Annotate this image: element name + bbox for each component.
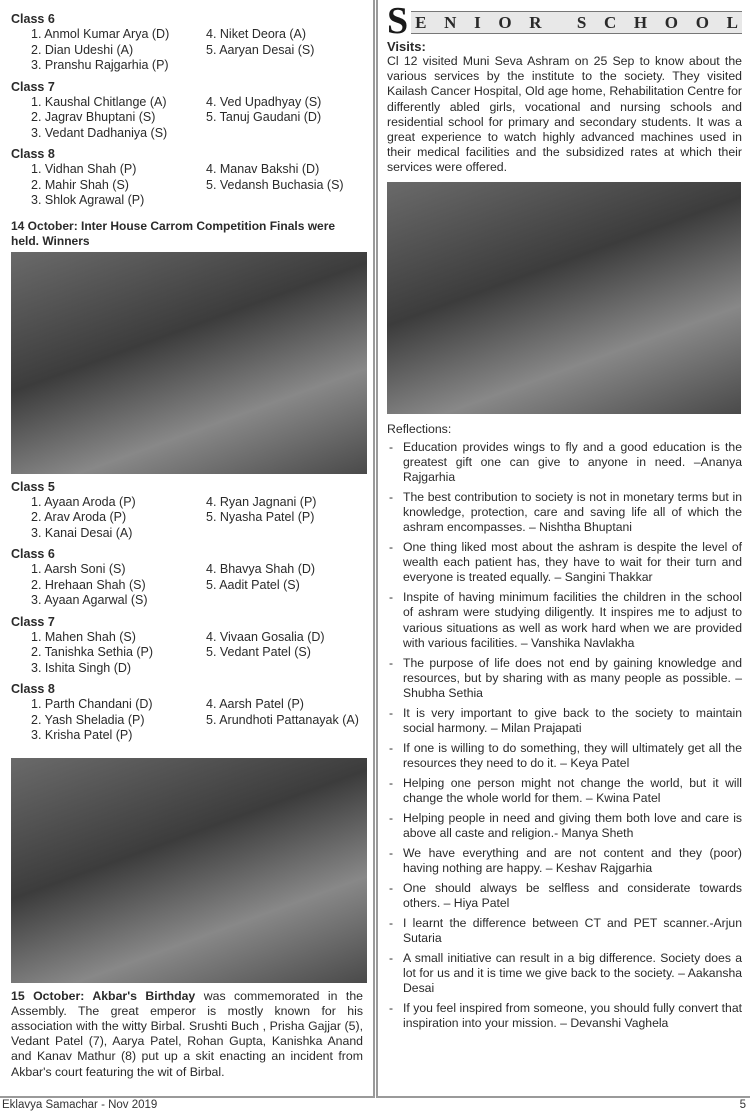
class-title: Class 8 xyxy=(11,147,55,161)
winner-entry: 4. Niket Deora (A) xyxy=(206,27,307,41)
reflection-item: - Inspite of having minimum facilities the children in the school of ashram were studying diligently. It inspires me to adjust to various situations as well as work hard when we are provided with various facilities. – Vanshika Navlakha xyxy=(387,590,742,651)
reflections-list xyxy=(387,440,742,1032)
banner-letter: R xyxy=(529,13,542,32)
reflection-item: - One thing liked most about the ashram is despite the level of wealth each patient has, they have to wait for their turn and everyone is treated equally. – Sangini Thakkar xyxy=(387,540,742,586)
winner-entry: 1. Parth Chandani (D) xyxy=(31,697,153,711)
class-title: Class 8 xyxy=(11,682,55,696)
ashram-visit-photo xyxy=(387,182,741,414)
reflection-item: - If one is willing to do something, they will ultimately get all the resources they need to do it. – Keya Patel xyxy=(387,741,742,771)
akbar-skit-photo xyxy=(11,758,367,983)
reflection-item: - Helping one person might not change the world, but it will change the whole world for them. – Kwina Patel xyxy=(387,776,742,806)
winner-entry: 3. Ayaan Agarwal (S) xyxy=(31,593,148,607)
winner-entry: 2. Tanishka Sethia (P) xyxy=(31,645,154,659)
class-winners-group-2 xyxy=(11,480,363,744)
winners-roster xyxy=(11,95,363,142)
winner-entry xyxy=(206,728,376,744)
winners-roster xyxy=(11,495,363,542)
akbar-paragraph xyxy=(11,989,363,1080)
winner-entry: 5. Vedant Patel (S) xyxy=(206,645,311,659)
banner-letter: L xyxy=(726,13,738,32)
banner-letter: I xyxy=(474,13,481,32)
winner-entry xyxy=(206,661,376,677)
winner-entry xyxy=(206,526,376,542)
winner-entry: 2. Arav Aroda (P) xyxy=(31,510,127,524)
footer-page-number: 5 xyxy=(739,1099,746,1111)
reflection-item: - It is very important to give back to the society to maintain social harmony. – Milan Prajapati xyxy=(387,706,742,736)
class-winners-group-1 xyxy=(11,12,363,209)
class-title: Class 5 xyxy=(11,479,55,494)
reflection-item: - The purpose of life does not end by gaining knowledge and resources, but by sharing with as many people as possible. – Shubha Sethia xyxy=(387,656,742,702)
winner-entry: 3. Shlok Agrawal (P) xyxy=(31,193,145,207)
banner-letters xyxy=(411,11,742,34)
winner-entry: 3. Ishita Singh (D) xyxy=(31,660,132,675)
winners-roster xyxy=(11,697,363,744)
class-title: Class 7 xyxy=(11,614,55,629)
winner-entry: 5. Tanuj Gaudani (D) xyxy=(206,110,322,124)
winner-entry: 5. Nyasha Patel (P) xyxy=(206,510,315,524)
winner-entry: 1. Anmol Kumar Arya (D) xyxy=(31,27,170,41)
banner-initial: S xyxy=(387,0,409,42)
akbar-text: was commemorated in the Assembly. The great emperor is mostly known for his association with the witty Birbal. Srushti Buch , Prisha Gajjar (5), Vedant Patel (7), Aarya Patel, Rohan Gupta, Kanishka Anand and Kanav Mathur (8) put up a skit enacting an incident from Akbar's court featuring the wit of Birbal. xyxy=(11,988,363,1079)
winner-entry: 2. Jagrav Bhuptani (S) xyxy=(31,110,156,124)
winner-entry xyxy=(206,126,376,142)
winner-entry xyxy=(206,193,376,209)
reflection-item: - Education provides wings to fly and a good education is the greatest gift one can give to anyone in need. –Ananya Rajgarhia xyxy=(387,440,742,486)
winner-entry: 5. Vedansh Buchasia (S) xyxy=(206,177,344,192)
reflection-item: - Helping people in need and giving them both love and care is above all caste and religion.- Manya Sheth xyxy=(387,811,742,841)
winner-entry: 2. Dian Udeshi (A) xyxy=(31,42,134,57)
winner-entry: 1. Mahen Shah (S) xyxy=(31,629,136,644)
winner-entry: 3. Kanai Desai (A) xyxy=(31,525,133,540)
class-title: Class 6 xyxy=(11,547,55,561)
right-column xyxy=(376,0,750,1098)
winners-roster xyxy=(11,630,363,677)
banner-letter: N xyxy=(444,13,457,32)
reflections-heading: Reflections: xyxy=(387,421,452,436)
winner-entry: 2. Yash Sheladia (P) xyxy=(31,712,145,727)
banner-letter: E xyxy=(415,13,427,32)
winner-entry: 4. Vivaan Gosalia (D) xyxy=(206,629,325,644)
banner-letter: H xyxy=(633,13,648,32)
reflection-item: - The best contribution to society is not in monetary terms but in knowledge, protection, care and saving life all of which the ashram encompasses. – Nishtha Bhuptani xyxy=(387,490,742,536)
winner-entry xyxy=(206,58,376,74)
winner-entry: 4. Manav Bakshi (D) xyxy=(206,162,320,176)
winners-roster xyxy=(11,562,363,609)
reflection-item: - If you feel inspired from someone, you should fully convert that inspiration into your mission. – Devanshi Vaghela xyxy=(387,1001,742,1031)
winners-roster xyxy=(11,27,363,74)
visits-paragraph: Cl 12 visited Muni Seva Ashram on 25 Sep to know about the various services by the institute to the society. They visited Kailash Cancer Hospital, Old age home, Rehabilitation Centre for differently abled girls, vocational and nursing schools and residential school for primary and secondary students. It was a great experience to watch highly advanced machines used in their medical facilities and the subsidized rates at which their services were offered. xyxy=(387,54,742,175)
winner-entry: 4. Ryan Jagnani (P) xyxy=(206,494,317,509)
footer-publication: Eklavya Samachar - Nov 2019 xyxy=(2,1099,158,1111)
winner-entry: 4. Aarsh Patel (P) xyxy=(206,697,304,711)
class-title: Class 6 xyxy=(11,12,55,26)
banner-letter: O xyxy=(498,13,512,32)
akbar-heading: 15 October: Akbar's Birthday xyxy=(11,988,196,1003)
winner-entry: 1. Aarsh Soni (S) xyxy=(31,562,126,576)
visits-heading: Visits: xyxy=(387,39,426,54)
class-title: Class 7 xyxy=(11,79,55,94)
winner-entry: 3. Pranshu Rajgarhia (P) xyxy=(31,58,169,72)
winner-entry: 2. Hrehaan Shah (S) xyxy=(31,577,146,592)
senior-school-banner xyxy=(387,0,742,42)
winner-entry: 3. Vedant Dadhaniya (S) xyxy=(31,125,168,140)
winner-entry: 1. Vidhan Shah (P) xyxy=(31,162,137,176)
winner-entry: 2. Mahir Shah (S) xyxy=(31,177,129,192)
winner-entry: 3. Krisha Patel (P) xyxy=(31,728,133,742)
winner-entry: 5. Arundhoti Pattanayak (A) xyxy=(206,712,359,727)
winner-entry: 4. Ved Upadhyay (S) xyxy=(206,94,322,109)
carrom-photo xyxy=(11,252,367,474)
winner-entry: 5. Aadit Patel (S) xyxy=(206,577,300,592)
reflection-item: - One should always be selfless and considerate towards others. – Hiya Patel xyxy=(387,881,742,911)
winners-roster xyxy=(11,162,363,209)
winner-entry: 1. Ayaan Aroda (P) xyxy=(31,494,136,509)
banner-letter: C xyxy=(603,13,617,32)
winner-entry: 1. Kaushal Chitlange (A) xyxy=(31,94,167,109)
carrom-event-heading: 14 October: Inter House Carrom Competition Finals were held. Winners xyxy=(11,218,336,248)
left-column xyxy=(0,0,375,1098)
winner-entry: 5. Aaryan Desai (S) xyxy=(206,42,315,57)
reflection-item: - We have everything and are not content and they (poor) having nothing are happy. – Keshav Rajgarhia xyxy=(387,846,742,876)
winner-entry xyxy=(206,593,376,609)
banner-letter: S xyxy=(576,13,587,32)
banner-letter: O xyxy=(695,13,709,32)
banner-letter: O xyxy=(664,13,679,32)
reflection-item: - A small initiative can result in a big difference. Society does a lot for us and it is time we give back to the society. – Aakansha Desai xyxy=(387,951,742,997)
reflection-item: - I learnt the difference between CT and PET scanner.-Arjun Sutaria xyxy=(387,916,742,946)
winner-entry: 4. Bhavya Shah (D) xyxy=(206,562,316,576)
